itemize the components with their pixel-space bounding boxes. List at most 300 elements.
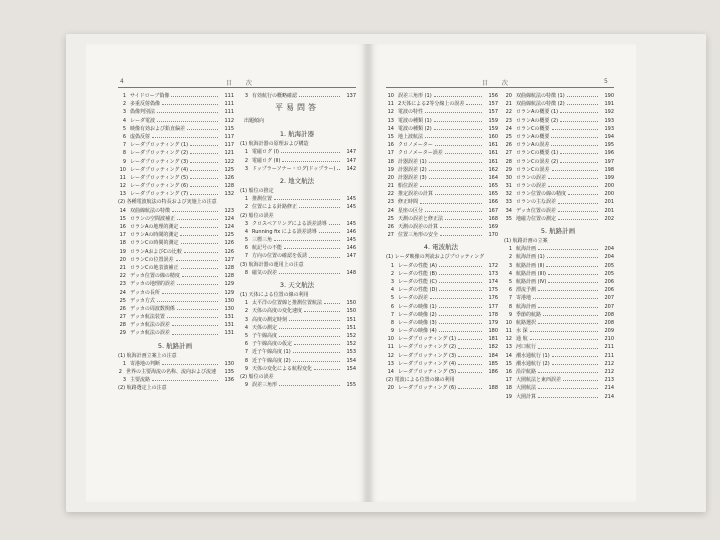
- toc-leader-dots: [304, 310, 340, 312]
- toc-entry: [116, 313, 234, 321]
- toc-entry: [384, 368, 498, 376]
- toc-leader-dots: [425, 136, 482, 138]
- toc-entry: [238, 269, 356, 277]
- toc-entry-title: ロランAの時間的測定: [130, 232, 179, 239]
- toc-entry-page: 210: [604, 336, 614, 343]
- toc-entry: [116, 256, 234, 264]
- toc-entry-title: レーダプロッティング (7): [130, 191, 189, 198]
- toc-entry: [238, 220, 356, 228]
- toc-entry-title: 三標三角: [252, 237, 273, 244]
- toc-entry: [384, 207, 498, 215]
- toc-leader-dots: [284, 247, 340, 249]
- toc-entry-number: 3: [390, 278, 394, 285]
- toc-leader-dots: [299, 206, 340, 208]
- toc-entry-page: 157: [488, 109, 498, 116]
- toc-leader-dots: [299, 95, 340, 97]
- toc-subheading: (1) 航海計器の原理および構造: [240, 141, 309, 148]
- toc-entry-title: 電波の種類 (2): [398, 125, 432, 132]
- toc-entry-number: 13: [387, 360, 394, 367]
- toc-entry-number: 22: [387, 191, 394, 198]
- toc-entry-title: デッカの長所: [130, 289, 160, 296]
- toc-entry-page: 209: [604, 328, 614, 335]
- toc-entry-page: 202: [604, 215, 614, 222]
- toc-entry-page: 154: [346, 357, 356, 364]
- toc-subheading: (3) 航海計器の運用上の注意: [240, 261, 304, 268]
- toc-entry-title: 方向の位置の確認を仮誘: [252, 253, 308, 260]
- toc-entry-number: 12: [387, 352, 394, 359]
- toc-leader-dots: [538, 396, 598, 398]
- toc-leader-dots: [552, 128, 599, 130]
- toc-entry-page: 131: [224, 314, 234, 321]
- toc-entry: [384, 262, 498, 270]
- toc-entry-page: 193: [604, 117, 614, 124]
- toc-leader-dots: [458, 338, 482, 340]
- toc-leader-dots: [439, 306, 482, 308]
- toc-entry-number: 14: [387, 369, 394, 375]
- toc-entry-number: 12: [119, 183, 126, 190]
- toc-entry: [116, 125, 234, 133]
- toc-leader-dots: [157, 300, 218, 302]
- toc-entry-number: 23: [505, 117, 512, 124]
- toc-entry-number: 33: [505, 199, 512, 206]
- toc-entry-title: デッカの周波数関係: [130, 305, 175, 312]
- toc-entry-title: レーダプロッティング (3): [398, 352, 457, 359]
- toc-entry-number: 16: [119, 224, 126, 230]
- toc-entry-title: ロランの誤差: [516, 174, 547, 181]
- toc-entry-page: 121: [224, 150, 234, 157]
- toc-entry: [116, 264, 234, 272]
- toc-leader-dots: [180, 234, 218, 236]
- toc-entry: [502, 368, 614, 376]
- toc-entry-page: 214: [604, 385, 614, 392]
- toc-entry-number: 11: [119, 174, 126, 181]
- toc-subheading: (1) 航海計画立案上の注意: [118, 352, 177, 359]
- toc-entry-title: レーダの映像 (1): [398, 303, 437, 310]
- toc-entry-title: レーダの誤差: [398, 295, 429, 302]
- toc-leader-dots: [180, 226, 218, 228]
- left-page-number: 4: [120, 78, 124, 85]
- toc-entry: [238, 236, 356, 244]
- toc-entry-number: 23: [387, 199, 394, 206]
- toc-entry: [238, 316, 356, 324]
- toc-leader-dots: [552, 169, 599, 171]
- toc-entry-page: 193: [604, 125, 614, 132]
- toc-entry-page: 213: [604, 377, 614, 384]
- toc-entry-number: 19: [505, 393, 512, 400]
- section-heading: 5. 航路計画: [540, 227, 576, 235]
- toc-entry-title: 誤差三角形 (1): [398, 93, 432, 99]
- toc-entry: [238, 244, 356, 252]
- toc-entry-title: 近子午線高度 (1): [252, 349, 291, 356]
- toc-leader-dots: [560, 120, 598, 122]
- toc-entry-page: 161: [488, 150, 498, 157]
- section-heading: 2. 地文航法: [279, 176, 315, 185]
- toc-entry-page: 131: [224, 330, 234, 337]
- toc-leader-dots: [435, 193, 482, 195]
- toc-entry: [238, 365, 356, 373]
- toc-entry-page: 205: [604, 262, 614, 269]
- toc-entry-page: 207: [604, 303, 614, 310]
- toc-entry: [116, 207, 234, 215]
- toc-entry-page: 127: [224, 256, 234, 263]
- toc-entry-title: 2天体による2等分線上の誤差: [398, 101, 465, 108]
- toc-entry-page: 159: [488, 125, 498, 132]
- toc-entry: [384, 294, 498, 302]
- toc-leader-dots: [439, 289, 482, 291]
- toc-entry-title: 天体の測定: [252, 324, 278, 331]
- toc-leader-dots: [329, 223, 340, 225]
- toc-leader-dots: [567, 95, 598, 97]
- toc-entry-number: 25: [119, 297, 126, 304]
- toc-entry-title: 虚偽反射: [130, 133, 151, 140]
- toc-entry-title: レーダ電波: [130, 117, 156, 124]
- toc-entry-title: 偽像判別法: [130, 109, 156, 116]
- toc-entry-number: 4: [244, 324, 248, 331]
- toc-entry-number: 10: [119, 166, 126, 173]
- toc-leader-dots: [429, 177, 482, 179]
- toc-entry-number: 2: [244, 157, 248, 164]
- toc-entry: [384, 182, 498, 190]
- toc-entry-number: 20: [119, 256, 126, 263]
- toc-entry: [384, 360, 498, 368]
- toc-entry-title: 天測の誤差と修正法: [398, 215, 444, 222]
- toc-leader-dots: [445, 218, 482, 220]
- toc-entry: [384, 343, 498, 351]
- toc-entry: [238, 203, 356, 211]
- toc-entry-title: レーダプロッティング (2): [130, 150, 189, 157]
- toc-leader-dots: [445, 152, 482, 154]
- toc-entry: [502, 108, 614, 116]
- toc-entry-title: 天測の誤差の計算: [398, 224, 439, 230]
- toc-entry-page: 181: [488, 336, 498, 343]
- toc-leader-dots: [439, 314, 482, 316]
- toc-entry: [238, 252, 356, 260]
- toc-entry-page: 126: [224, 174, 234, 181]
- toc-entry-page: 112: [224, 117, 234, 124]
- toc-leader-dots: [152, 379, 218, 381]
- toc-leader-dots: [439, 265, 482, 267]
- toc-entry-title: レーダの映像 (3): [398, 319, 437, 326]
- toc-leader-dots: [187, 128, 218, 130]
- toc-entry-number: 27: [387, 232, 394, 239]
- toc-entry-number: 3: [122, 377, 126, 384]
- toc-entry-title: ロランAの誤差: [516, 142, 550, 149]
- toc-entry-title: レーダの映像 (2): [398, 311, 437, 318]
- toc-entry-number: 5: [508, 278, 512, 285]
- toc-leader-dots: [558, 210, 598, 212]
- toc-entry-title: デッカの地理的誤差: [130, 281, 175, 288]
- toc-entry: [384, 231, 498, 239]
- toc-leader-dots: [466, 103, 482, 105]
- toc-entry-number: 3: [508, 262, 512, 269]
- toc-subheading: (2) 船位の誤差: [240, 373, 274, 380]
- toc-entry-page: 184: [488, 352, 498, 359]
- toc-entry: [502, 117, 614, 125]
- toc-entry-number: 8: [122, 150, 126, 157]
- toc-leader-dots: [274, 198, 340, 200]
- toc-entry: [116, 190, 234, 198]
- toc-entry-number: 4: [244, 228, 248, 235]
- toc-entry-page: 207: [604, 295, 614, 302]
- toc-leader-dots: [548, 177, 598, 179]
- right-header-rule: [386, 87, 614, 88]
- toc-entry-title: 多重反射偽像: [130, 101, 161, 108]
- toc-leader-dots: [568, 193, 598, 195]
- toc-entry-page: 147: [346, 157, 356, 164]
- toc-entry: [502, 92, 614, 100]
- toc-entry-page: 206: [604, 278, 614, 285]
- toc-leader-dots: [190, 161, 218, 163]
- toc-entry-title: 航路選択: [516, 319, 537, 326]
- toc-entry-title: レーダプロッティング (2): [398, 344, 457, 351]
- section-heading: 4. 電波航法: [423, 243, 459, 252]
- toc-entry-title: ロランCの時間的測定: [130, 240, 179, 247]
- toc-entry-title: 映像有効および鉛直偏差: [130, 125, 186, 132]
- toc-entry-number: 10: [387, 336, 394, 343]
- toc-entry-page: 136: [224, 377, 234, 384]
- toc-entry-title: 河口航行: [516, 344, 537, 351]
- toc-entry: [116, 223, 234, 231]
- toc-subheading: (2) 航路選定上の注意: [118, 385, 167, 392]
- toc-leader-dots: [319, 231, 340, 233]
- toc-entry-number: 11: [387, 101, 394, 108]
- toc-entry-number: 4: [508, 270, 512, 277]
- toc-leader-dots: [560, 161, 598, 163]
- toc-entry-page: 177: [488, 303, 498, 310]
- toc-entry-number: 22: [505, 109, 512, 116]
- toc-entry-number: 15: [505, 360, 512, 367]
- toc-entry-number: 9: [390, 328, 394, 335]
- toc-entry-title: 航海計画: [516, 246, 537, 253]
- toc-entry: [502, 166, 614, 174]
- toc-entry-page: 131: [224, 322, 234, 329]
- toc-entry-number: 18: [119, 240, 126, 247]
- toc-entry-page: 204: [604, 254, 614, 261]
- toc-entry-title: 航海計画 (1): [516, 254, 545, 261]
- toc-entry: [502, 384, 614, 392]
- toc-entry-page: 125: [224, 232, 234, 239]
- toc-subheading: (1) 航路計画の立案: [504, 238, 548, 244]
- toc-entry-page: 115: [224, 125, 234, 132]
- toc-leader-dots: [429, 161, 482, 163]
- toc-entry-page: 125: [224, 166, 234, 173]
- toc-leader-dots: [560, 111, 598, 113]
- toc-entry-title: レーダの映像 (4): [398, 328, 437, 335]
- toc-entry-page: 172: [488, 262, 498, 269]
- toc-entry-page: 156: [488, 93, 498, 99]
- toc-entry-page: 169: [488, 224, 498, 230]
- toc-entry-page: 190: [604, 93, 614, 99]
- toc-entry: [502, 133, 614, 141]
- toc-entry-number: 2: [122, 101, 126, 108]
- toc-entry-page: 147: [346, 253, 356, 260]
- toc-entry-page: 145: [346, 196, 356, 203]
- toc-entry-page: 205: [604, 270, 614, 277]
- toc-leader-dots: [181, 267, 219, 269]
- toc-entry: [238, 195, 356, 203]
- toc-entry-number: 6: [508, 287, 512, 294]
- toc-leader-dots: [425, 210, 482, 212]
- toc-entry-page: 197: [604, 158, 614, 165]
- toc-entry: [116, 272, 234, 280]
- toc-entry: [502, 327, 614, 335]
- toc-entry: [502, 158, 614, 166]
- toc-entry-title: デッカ航法装置: [130, 314, 165, 321]
- toc-entry-title: 電波の特性: [398, 109, 424, 116]
- toc-entry: [238, 348, 356, 356]
- toc-entry: [502, 198, 614, 206]
- toc-entry: [238, 157, 356, 165]
- toc-entry-number: 14: [387, 125, 394, 132]
- toc-entry-title: レーダプロッティング (6): [398, 385, 457, 392]
- toc-leader-dots: [425, 111, 482, 113]
- toc-entry-title: 水 深: [516, 328, 528, 335]
- toc-leader-dots: [551, 136, 598, 138]
- toc-entry-number: 6: [244, 245, 248, 252]
- toc-leader-dots: [440, 226, 482, 228]
- toc-leader-dots: [458, 347, 482, 349]
- toc-entry-page: 130: [224, 360, 234, 367]
- part-note: 出題傾向: [244, 118, 265, 125]
- toc-entry: [238, 148, 356, 156]
- toc-entry-page: 117: [224, 133, 234, 140]
- toc-leader-dots: [279, 335, 340, 337]
- toc-entry-title: 双曲線航法の特徴: [130, 207, 171, 214]
- toc-entry-title: ロランCの概要 (1): [516, 150, 559, 157]
- toc-entry-page: 124: [224, 224, 234, 230]
- toc-entry-title: 高度の測定時刻: [252, 316, 288, 323]
- toc-leader-dots: [533, 297, 598, 299]
- toc-entry-page: 195: [604, 142, 614, 149]
- toc-entry-page: 166: [488, 199, 498, 206]
- toc-entry-title: 船位誤差: [398, 183, 419, 190]
- toc-entry-page: 145: [346, 220, 356, 227]
- toc-entry-number: 6: [390, 303, 394, 310]
- toc-entry-page: 175: [488, 287, 498, 294]
- toc-entry: [238, 332, 356, 340]
- toc-leader-dots: [548, 185, 598, 187]
- toc-entry-number: 5: [390, 295, 394, 302]
- toc-entry: [502, 141, 614, 149]
- toc-entry: [502, 182, 614, 190]
- toc-entry-number: 9: [244, 382, 248, 389]
- toc-leader-dots: [289, 319, 340, 321]
- toc-entry-title: デッカ航法の誤差: [130, 322, 170, 329]
- toc-leader-dots: [190, 169, 218, 171]
- toc-entry-page: 145: [346, 237, 356, 244]
- right-toc-column-1: [384, 92, 498, 393]
- toc-entry-number: 16: [387, 142, 394, 149]
- toc-entry-page: 161: [488, 158, 498, 165]
- toc-entry: [238, 299, 356, 307]
- toc-entry-title: デッカ位置の誤差: [516, 207, 556, 214]
- toc-entry: [502, 360, 614, 368]
- toc-entry: [384, 108, 498, 116]
- toc-entry-title: ロランAの概要: [516, 133, 550, 140]
- toc-entry: [384, 141, 498, 149]
- toc-entry: [384, 166, 498, 174]
- toc-leader-dots: [184, 251, 218, 253]
- toc-entry-page: 128: [224, 183, 234, 190]
- toc-entry-page: 201: [604, 207, 614, 214]
- toc-entry-number: 21: [505, 101, 512, 108]
- toc-entry-page: 200: [604, 191, 614, 198]
- toc-entry-page: 117: [224, 142, 234, 149]
- toc-leader-dots: [538, 322, 598, 324]
- toc-entry-number: 5: [244, 332, 248, 339]
- toc-leader-dots: [172, 333, 218, 335]
- toc-entry-title: 潮水通航行 (2): [516, 360, 550, 367]
- toc-leader-dots: [567, 103, 598, 105]
- toc-entry-number: 17: [387, 150, 394, 157]
- toc-entry-page: 159: [488, 117, 498, 124]
- toc-entry-page: 161: [488, 142, 498, 149]
- toc-entry-number: 7: [508, 295, 512, 302]
- toc-entry-number: 9: [508, 311, 512, 318]
- toc-leader-dots: [190, 193, 218, 195]
- toc-leader-dots: [190, 152, 218, 154]
- toc-entry-title: 太平洋の位置線と推測位置航法: [252, 300, 323, 307]
- toc-entry: [116, 133, 234, 141]
- toc-entry: [384, 286, 498, 294]
- toc-entry-title: レーダプロッティング (5): [130, 174, 189, 181]
- toc-entry-page: 167: [488, 207, 498, 214]
- toc-entry-number: 19: [119, 248, 126, 255]
- toc-entry-page: 135: [224, 369, 234, 375]
- toc-leader-dots: [167, 316, 218, 318]
- toc-leader-dots: [458, 355, 482, 357]
- section-heading: 3. 天文航法: [279, 281, 315, 289]
- toc-entry-title: 電磁ログ (II): [252, 157, 281, 164]
- toc-entry-page: 196: [604, 150, 614, 157]
- toc-entry: [502, 376, 614, 384]
- toc-entry-title: 星座の区分: [398, 207, 424, 214]
- toc-leader-dots: [293, 351, 340, 353]
- toc-leader-dots: [435, 144, 482, 146]
- toc-entry-title: クロノメーター: [398, 142, 433, 149]
- toc-leader-dots: [530, 338, 598, 340]
- toc-entry: [502, 245, 614, 253]
- toc-entry-page: 126: [224, 248, 234, 255]
- toc-entry: [116, 376, 234, 384]
- toc-entry-number: 8: [244, 357, 248, 364]
- toc-entry-title: 航記号の不能: [252, 245, 283, 252]
- toc-entry: [384, 100, 498, 108]
- toc-entry: [116, 297, 234, 305]
- toc-entry-title: レーダの性能 (D): [398, 287, 438, 294]
- toc-subheading: (2) 各種電波航法の特長および実施上の注意: [118, 199, 217, 206]
- part-heading: 平易問答: [275, 103, 319, 113]
- toc-entry-number: 5: [122, 125, 126, 132]
- toc-entry-title: 修正時間: [398, 199, 419, 206]
- toc-entry-title: ロランAの地理的測定: [130, 224, 179, 230]
- toc-entry-page: 152: [346, 341, 356, 348]
- toc-entry-title: 誤差三角形: [252, 382, 278, 389]
- toc-leader-dots: [190, 177, 218, 179]
- toc-entry-number: 2: [244, 308, 248, 315]
- toc-entry-page: 150: [346, 300, 356, 307]
- toc-entry-title: ロランの空間波補正: [130, 215, 176, 222]
- toc-leader-dots: [324, 302, 340, 304]
- toc-entry: [384, 198, 498, 206]
- toc-leader-dots: [538, 371, 598, 373]
- toc-entry: [384, 158, 498, 166]
- toc-leader-dots: [171, 95, 218, 97]
- toc-entry-number: 11: [505, 328, 512, 335]
- toc-entry-number: 7: [390, 311, 394, 318]
- toc-entry: [502, 311, 614, 319]
- toc-leader-dots: [538, 347, 598, 349]
